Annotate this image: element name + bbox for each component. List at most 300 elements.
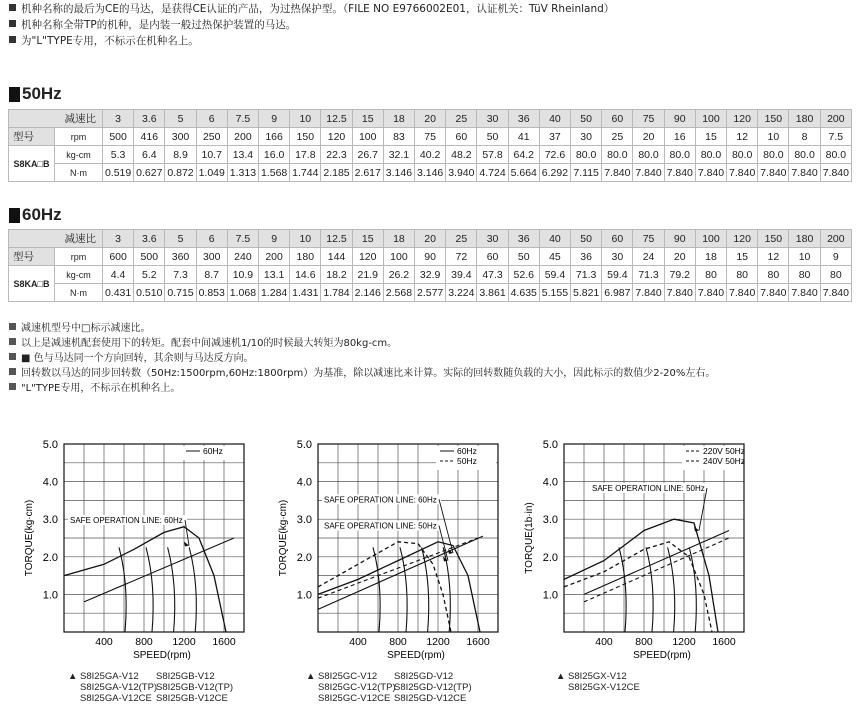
kgcm-cell: 5.3 xyxy=(103,146,134,164)
note-tp: 机种名称全带TP的机种，是内装一般过热保护装置的马达。 xyxy=(9,18,296,32)
rpm-cell: 50 xyxy=(508,248,539,266)
nm-cell: 2.568 xyxy=(383,284,414,302)
ratio-cell: 90 xyxy=(664,110,695,128)
note-ratio: 减速机型号中□标示减速比。 xyxy=(9,322,150,336)
nm-cell: 2.185 xyxy=(321,164,352,182)
kgcm-cell: 8.7 xyxy=(196,266,227,284)
kgcm-cell: 80.0 xyxy=(727,146,758,164)
safe-operation-label: SAFE OPERATION LINE: 50Hz xyxy=(592,484,705,493)
kgcm-cell: 80 xyxy=(789,266,820,284)
rpm-cell: 144 xyxy=(321,248,352,266)
nm-cell: 2.577 xyxy=(415,284,446,302)
ratio-cell: 15 xyxy=(352,230,383,248)
ratio-cell: 90 xyxy=(664,230,695,248)
nm-cell: 0.627 xyxy=(134,164,165,182)
nm-cell: 3.224 xyxy=(446,284,477,302)
model-list-gc-gd xyxy=(306,671,472,704)
nm-cell: 7.840 xyxy=(758,164,789,182)
note-ltype: 为"L"TYPE专用，不标示在机种名上。 xyxy=(9,34,199,48)
y-tick-label: 4.0 xyxy=(296,476,312,489)
x-tick-label: 400 xyxy=(595,636,613,648)
kgcm-cell: 80 xyxy=(727,266,758,284)
nm-unit: N·m xyxy=(55,164,103,182)
ratio-cell: 180 xyxy=(789,110,820,128)
rpm-cell: 24 xyxy=(633,248,664,266)
rpm-cell: 180 xyxy=(290,248,321,266)
model-name: S8I25GD-V12(TP) xyxy=(394,682,472,693)
ratio-cell: 150 xyxy=(758,230,789,248)
kgcm-cell: 80.0 xyxy=(602,146,633,164)
model-name: S8KA□B xyxy=(9,146,55,182)
model-list-gx xyxy=(556,671,644,693)
legend-label: 240V 50Hz xyxy=(703,456,746,466)
nm-cell: 3.940 xyxy=(446,164,477,182)
title-60hz: 60Hz xyxy=(9,205,62,225)
nm-cell: 0.872 xyxy=(165,164,196,182)
kgcm-cell: 18.2 xyxy=(321,266,352,284)
kgcm-cell: 16.0 xyxy=(259,146,290,164)
rpm-cell: 200 xyxy=(259,248,290,266)
ratio-cell: 200 xyxy=(820,110,851,128)
nm-cell: 5.155 xyxy=(539,284,570,302)
y-tick-label: 1.0 xyxy=(296,589,312,602)
rpm-cell: 20 xyxy=(664,248,695,266)
rpm-cell: 100 xyxy=(383,248,414,266)
y-tick-label: 2.0 xyxy=(42,551,58,564)
ratio-cell: 10 xyxy=(290,110,321,128)
safe-operation-label-60hz: SAFE OPERATION LINE: 60Hz xyxy=(324,495,437,505)
y-axis-label: TORQUE(1b·in) xyxy=(524,502,535,574)
ratio-cell: 3 xyxy=(103,230,134,248)
kgcm-cell: 6.4 xyxy=(134,146,165,164)
rpm-cell: 60 xyxy=(446,128,477,146)
rpm-cell: 30 xyxy=(602,248,633,266)
rpm-cell: 120 xyxy=(321,128,352,146)
ratio-cell: 100 xyxy=(695,110,726,128)
kgcm-cell: 26.7 xyxy=(352,146,383,164)
nm-cell: 0.431 xyxy=(103,284,134,302)
x-tick-label: 1200 xyxy=(672,636,696,648)
note-direction: ■ 色与马达同一个方向回转，其余则与马达反方向。 xyxy=(9,352,254,366)
ratio-cell: 6 xyxy=(196,230,227,248)
rpm-cell: 7.5 xyxy=(820,128,851,146)
rpm-cell: 500 xyxy=(134,248,165,266)
model-name: S8I25GD-V12CE xyxy=(394,693,467,704)
x-tick-label: 1600 xyxy=(212,636,236,648)
ratio-row xyxy=(9,110,852,128)
ratio-cell: 75 xyxy=(633,230,664,248)
gear-curve xyxy=(168,547,175,632)
nm-cell: 7.840 xyxy=(727,284,758,302)
ratio-cell: 3 xyxy=(103,110,134,128)
model-line xyxy=(68,693,233,704)
kgcm-cell: 59.4 xyxy=(539,266,570,284)
ratio-label: 减速比 xyxy=(9,230,103,248)
rpm-cell: 45 xyxy=(539,248,570,266)
x-tick-label: 800 xyxy=(635,636,653,648)
note-ce: 机种名称的最后为CE的马达，是获得CE认证的产品，为过热保护型。（FILE NO E9766002E01，认证机关：TüV Rheinland） xyxy=(9,2,614,16)
nm-cell: 7.840 xyxy=(820,284,851,302)
bullet-icon xyxy=(9,383,16,390)
kgcm-cell: 59.4 xyxy=(602,266,633,284)
ratio-cell: 5 xyxy=(165,110,196,128)
y-tick-label: 3.0 xyxy=(296,514,312,527)
nm-cell: 0.853 xyxy=(196,284,227,302)
torque-kgcm-row xyxy=(9,266,852,284)
ratio-cell: 18 xyxy=(383,230,414,248)
kgcm-cell: 32.9 xyxy=(415,266,446,284)
gear-curve xyxy=(146,547,153,632)
nm-cell: 3.146 xyxy=(415,164,446,182)
note-speed: 回转数以马达的同步回转数（50Hz:1500rpm,60Hz:1800rpm）为基准，除以减速比来计算。实际的回转数随负载的大小，因此标示的数值少2-20%左右。 xyxy=(9,367,715,381)
ratio-cell: 60 xyxy=(602,230,633,248)
kgcm-cell: 80.0 xyxy=(758,146,789,164)
x-tick-label: 400 xyxy=(95,636,113,648)
model-line xyxy=(306,693,472,704)
rpm-cell: 10 xyxy=(789,248,820,266)
ratio-label: 减速比 xyxy=(9,110,103,128)
x-tick-label: 800 xyxy=(135,636,153,648)
legend-label: 60Hz xyxy=(203,446,223,456)
rpm-row xyxy=(9,128,852,146)
ratio-cell: 120 xyxy=(727,110,758,128)
model-line xyxy=(306,671,472,682)
ratio-cell: 12.5 xyxy=(321,230,352,248)
kgcm-cell: 7.3 xyxy=(165,266,196,284)
rpm-cell: 41 xyxy=(508,128,539,146)
x-tick-label: 800 xyxy=(389,636,407,648)
ratio-cell: 100 xyxy=(695,230,726,248)
kgcm-cell: 79.2 xyxy=(664,266,695,284)
ratio-cell: 18 xyxy=(383,110,414,128)
rpm-cell: 9 xyxy=(820,248,851,266)
rpm-unit: rpm xyxy=(55,248,103,266)
y-tick-label: 3.0 xyxy=(42,514,58,527)
legend-label: 60Hz xyxy=(457,446,477,456)
ratio-cell: 10 xyxy=(290,230,321,248)
model-line xyxy=(556,682,644,693)
kgcm-cell: 80.0 xyxy=(571,146,602,164)
ratio-cell: 3.6 xyxy=(134,230,165,248)
nm-cell: 3.861 xyxy=(477,284,508,302)
model-name: S8I25GB-V12 xyxy=(156,671,215,682)
rpm-cell: 36 xyxy=(571,248,602,266)
model-name: S8I25GA-V12(TP) xyxy=(80,682,158,693)
kgcm-cell: 52.6 xyxy=(508,266,539,284)
nm-cell: 7.840 xyxy=(602,164,633,182)
kgcm-cell: 80.0 xyxy=(789,146,820,164)
rpm-cell: 250 xyxy=(196,128,227,146)
rpm-cell: 500 xyxy=(103,128,134,146)
rpm-cell: 16 xyxy=(664,128,695,146)
ratio-cell: 200 xyxy=(820,230,851,248)
title-50hz: 50Hz xyxy=(9,84,62,104)
ratio-cell: 180 xyxy=(789,230,820,248)
series-curve xyxy=(64,527,226,632)
ratio-cell: 40 xyxy=(539,110,570,128)
nm-cell: 2.617 xyxy=(352,164,383,182)
rpm-cell: 60 xyxy=(477,248,508,266)
x-tick-label: 1600 xyxy=(466,636,490,648)
torque-speed-graph-gx xyxy=(508,432,768,667)
y-tick-label: 2.0 xyxy=(542,551,558,564)
nm-cell: 6.292 xyxy=(539,164,570,182)
arrow-icon xyxy=(694,526,699,531)
kgcm-unit: kg-cm xyxy=(55,266,103,284)
ratio-cell: 36 xyxy=(508,110,539,128)
rpm-cell: 50 xyxy=(477,128,508,146)
model-line xyxy=(68,682,233,693)
kgcm-cell: 22.3 xyxy=(321,146,352,164)
gear-curve xyxy=(668,547,675,632)
rpm-cell: 90 xyxy=(415,248,446,266)
nm-cell: 1.284 xyxy=(259,284,290,302)
kgcm-cell: 80 xyxy=(820,266,851,284)
kgcm-cell: 72.6 xyxy=(539,146,570,164)
title-marker-icon xyxy=(9,208,20,223)
ratio-cell: 50 xyxy=(571,110,602,128)
gear-curve xyxy=(373,547,380,632)
nm-cell: 1.049 xyxy=(196,164,227,182)
rpm-cell: 416 xyxy=(134,128,165,146)
ratio-cell: 9 xyxy=(259,110,290,128)
model-line xyxy=(306,682,472,693)
model-name: ▲ S8I25GA-V12 xyxy=(68,671,139,682)
kgcm-cell: 17.8 xyxy=(290,146,321,164)
nm-cell: 7.840 xyxy=(758,284,789,302)
rpm-cell: 166 xyxy=(259,128,290,146)
ratio-cell: 30 xyxy=(477,110,508,128)
nm-cell: 5.664 xyxy=(508,164,539,182)
title-marker-icon xyxy=(9,87,20,102)
bullet-icon xyxy=(9,323,16,330)
kgcm-cell: 71.3 xyxy=(633,266,664,284)
model-name: S8I25GC-V12(TP) xyxy=(318,682,396,693)
ratio-cell: 7.5 xyxy=(227,230,258,248)
torque-nm-row xyxy=(9,164,852,182)
nm-cell: 7.840 xyxy=(727,164,758,182)
model-label: 型号 xyxy=(9,248,55,266)
rpm-cell: 15 xyxy=(695,128,726,146)
nm-cell: 7.840 xyxy=(633,284,664,302)
rpm-row xyxy=(9,248,852,266)
ratio-cell: 7.5 xyxy=(227,110,258,128)
gear-curve xyxy=(119,547,126,632)
model-name: S8I25GB-V12CE xyxy=(156,693,228,704)
safe-operation-label: SAFE OPERATION LINE: 60Hz xyxy=(70,515,183,525)
ratio-cell: 40 xyxy=(539,230,570,248)
rpm-cell: 300 xyxy=(196,248,227,266)
ratio-cell: 15 xyxy=(352,110,383,128)
ratio-cell: 20 xyxy=(415,110,446,128)
nm-cell: 5.821 xyxy=(571,284,602,302)
x-axis-label: SPEED(rpm) xyxy=(133,650,191,661)
ratio-cell: 20 xyxy=(415,230,446,248)
legend-label: 50Hz xyxy=(457,456,477,466)
ratio-cell: 75 xyxy=(633,110,664,128)
nm-cell: 7.840 xyxy=(633,164,664,182)
spec-table-60hz xyxy=(8,229,852,302)
x-tick-label: 1600 xyxy=(712,636,736,648)
rpm-cell: 200 xyxy=(227,128,258,146)
kgcm-cell: 21.9 xyxy=(352,266,383,284)
ratio-cell: 60 xyxy=(602,110,633,128)
nm-cell: 7.840 xyxy=(789,164,820,182)
model-name: S8KA□B xyxy=(9,266,55,302)
model-name: S8I25GB-V12(TP) xyxy=(156,682,234,693)
kgcm-cell: 13.4 xyxy=(227,146,258,164)
rpm-cell: 300 xyxy=(165,128,196,146)
kgcm-cell: 10.7 xyxy=(196,146,227,164)
nm-cell: 6.987 xyxy=(602,284,633,302)
rpm-cell: 100 xyxy=(352,128,383,146)
x-tick-label: 400 xyxy=(349,636,367,648)
gear-curve xyxy=(646,547,653,632)
x-tick-label: 1200 xyxy=(172,636,196,648)
rpm-cell: 25 xyxy=(602,128,633,146)
ratio-cell: 12.5 xyxy=(321,110,352,128)
model-line xyxy=(556,671,644,682)
nm-cell: 1.313 xyxy=(227,164,258,182)
safe-operation-line xyxy=(584,531,729,595)
ratio-cell: 3.6 xyxy=(134,110,165,128)
gear-curve xyxy=(189,547,196,632)
gear-curve xyxy=(400,547,407,632)
ratio-cell: 6 xyxy=(196,110,227,128)
nm-cell: 1.568 xyxy=(259,164,290,182)
nm-unit: N·m xyxy=(55,284,103,302)
torque-speed-graph-ga-gb xyxy=(8,432,268,667)
y-tick-label: 4.0 xyxy=(542,476,558,489)
rpm-cell: 10 xyxy=(758,128,789,146)
rpm-cell: 20 xyxy=(633,128,664,146)
bullet-icon xyxy=(9,4,16,11)
x-axis-label: SPEED(rpm) xyxy=(633,650,691,661)
kgcm-cell: 8.9 xyxy=(165,146,196,164)
kgcm-cell: 10.9 xyxy=(227,266,258,284)
bullet-icon xyxy=(9,368,16,375)
model-name: S8I25GD-V12 xyxy=(394,671,454,682)
rpm-cell: 30 xyxy=(571,128,602,146)
kgcm-unit: kg-cm xyxy=(55,146,103,164)
rpm-cell: 15 xyxy=(727,248,758,266)
model-line xyxy=(68,671,233,682)
note-ltype-2: "L"TYPE专用，不标示在机种名上。 xyxy=(9,382,180,396)
model-name: S8I25GC-V12CE xyxy=(318,693,391,704)
ratio-cell: 25 xyxy=(446,230,477,248)
model-list-ga-gb xyxy=(68,671,233,704)
kgcm-cell: 4.4 xyxy=(103,266,134,284)
kgcm-cell: 14.6 xyxy=(290,266,321,284)
nm-cell: 7.840 xyxy=(695,164,726,182)
kgcm-cell: 13.1 xyxy=(259,266,290,284)
kgcm-cell: 26.2 xyxy=(383,266,414,284)
model-label: 型号 xyxy=(9,128,55,146)
rpm-cell: 600 xyxy=(103,248,134,266)
nm-cell: 3.146 xyxy=(383,164,414,182)
rpm-cell: 360 xyxy=(165,248,196,266)
nm-cell: 7.115 xyxy=(571,164,602,182)
nm-cell: 1.068 xyxy=(227,284,258,302)
legend-label: 220V 50Hz xyxy=(703,446,746,456)
y-axis-label: TORQUE(kg·cm) xyxy=(278,499,289,577)
nm-cell: 7.840 xyxy=(789,284,820,302)
nm-cell: 2.146 xyxy=(352,284,383,302)
note-torque: 以上是减速机配套使用下的转矩。配套中间减速机1/10的时候最大转矩为80kg-cm。 xyxy=(9,337,397,351)
y-tick-label: 2.0 xyxy=(296,551,312,564)
kgcm-cell: 57.8 xyxy=(477,146,508,164)
ratio-cell: 120 xyxy=(727,230,758,248)
kgcm-cell: 64.2 xyxy=(508,146,539,164)
ratio-cell: 30 xyxy=(477,230,508,248)
nm-cell: 7.840 xyxy=(695,284,726,302)
annotation-leader xyxy=(699,488,707,530)
nm-cell: 7.840 xyxy=(820,164,851,182)
rpm-cell: 120 xyxy=(352,248,383,266)
kgcm-cell: 32.1 xyxy=(383,146,414,164)
kgcm-cell: 39.4 xyxy=(446,266,477,284)
ratio-cell: 50 xyxy=(571,230,602,248)
nm-cell: 0.519 xyxy=(103,164,134,182)
nm-cell: 4.724 xyxy=(477,164,508,182)
kgcm-cell: 80 xyxy=(695,266,726,284)
y-axis-label: TORQUE(kg·cm) xyxy=(24,499,35,577)
rpm-unit: rpm xyxy=(55,128,103,146)
nm-cell: 7.840 xyxy=(664,284,695,302)
bullet-icon xyxy=(9,353,16,360)
nm-cell: 1.431 xyxy=(290,284,321,302)
ratio-cell: 5 xyxy=(165,230,196,248)
nm-cell: 0.715 xyxy=(165,284,196,302)
rpm-cell: 83 xyxy=(383,128,414,146)
kgcm-cell: 80.0 xyxy=(633,146,664,164)
y-tick-label: 1.0 xyxy=(542,589,558,602)
kgcm-cell: 48.2 xyxy=(446,146,477,164)
kgcm-cell: 5.2 xyxy=(134,266,165,284)
rpm-cell: 37 xyxy=(539,128,570,146)
ratio-cell: 9 xyxy=(259,230,290,248)
rpm-cell: 12 xyxy=(727,128,758,146)
bullet-icon xyxy=(9,338,16,345)
y-tick-label: 4.0 xyxy=(42,476,58,489)
kgcm-cell: 80.0 xyxy=(820,146,851,164)
nm-cell: 4.635 xyxy=(508,284,539,302)
kgcm-cell: 80.0 xyxy=(695,146,726,164)
torque-nm-row xyxy=(9,284,852,302)
ratio-cell: 36 xyxy=(508,230,539,248)
rpm-cell: 12 xyxy=(758,248,789,266)
model-name: S8I25GA-V12CE xyxy=(80,693,152,704)
kgcm-cell: 80.0 xyxy=(664,146,695,164)
rpm-cell: 18 xyxy=(695,248,726,266)
bullet-icon xyxy=(9,36,16,43)
model-name: ▲ S8I25GX-V12 xyxy=(556,671,627,682)
ratio-cell: 25 xyxy=(446,110,477,128)
nm-cell: 1.784 xyxy=(321,284,352,302)
nm-cell: 7.840 xyxy=(664,164,695,182)
kgcm-cell: 71.3 xyxy=(571,266,602,284)
series-curve xyxy=(318,542,480,632)
y-tick-label: 5.0 xyxy=(542,439,558,451)
model-name: ▲ S8I25GC-V12 xyxy=(306,671,378,682)
ratio-cell: 150 xyxy=(758,110,789,128)
torque-speed-graph-gc-gd xyxy=(262,432,522,667)
spec-table-50hz xyxy=(8,109,852,182)
rpm-cell: 72 xyxy=(446,248,477,266)
y-tick-label: 5.0 xyxy=(296,439,312,451)
annotation-leader xyxy=(439,499,453,553)
kgcm-cell: 80 xyxy=(758,266,789,284)
